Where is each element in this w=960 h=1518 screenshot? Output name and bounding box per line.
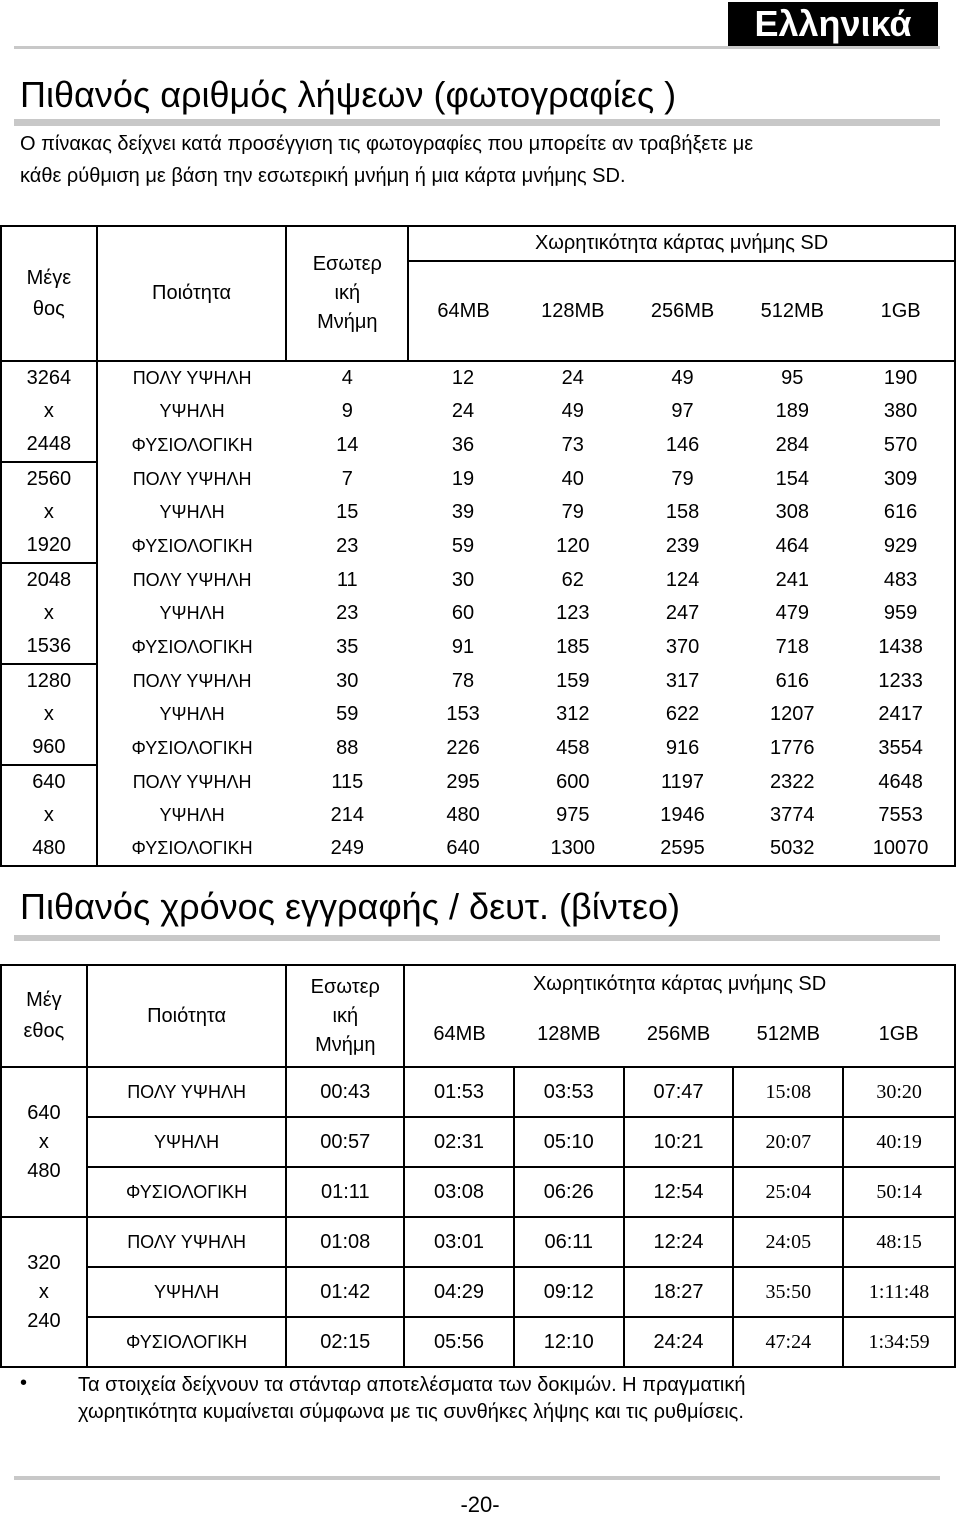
value-cell: 97 bbox=[671, 400, 694, 422]
value-cell: 30:20 bbox=[843, 1067, 955, 1117]
value-cell: 07:47 bbox=[624, 1067, 734, 1117]
value-cell: 62 bbox=[561, 568, 584, 591]
table-row bbox=[1, 496, 955, 529]
resolution-cell: 2448 bbox=[1, 428, 97, 462]
value-cell: 146 bbox=[665, 433, 700, 456]
quality-header: Ποιότητα bbox=[97, 226, 287, 361]
value-cell: 916 bbox=[665, 736, 700, 759]
video-internal-memory-header: Εσωτερ ική Μνήμη bbox=[286, 965, 404, 1067]
size-header: Μέγε θος bbox=[1, 226, 97, 361]
table-row bbox=[1, 361, 955, 395]
value-cell: 1438 bbox=[847, 630, 955, 664]
value-cell: 12 bbox=[451, 367, 475, 389]
value-cell: 1233 bbox=[847, 664, 955, 698]
quality-cell: ΦΥΣΙΟΛΟΓΙΚΗ bbox=[87, 1317, 287, 1367]
capacity-256mb: 256MB bbox=[628, 261, 738, 361]
photo-title-divider bbox=[14, 119, 940, 126]
table-row bbox=[1, 1267, 955, 1317]
value-cell: 15 bbox=[336, 501, 359, 523]
value-cell: 40:19 bbox=[843, 1117, 955, 1167]
value-cell: 249 bbox=[286, 832, 408, 866]
value-cell: 10:21 bbox=[624, 1117, 734, 1167]
resolution-cell: 3264 bbox=[1, 361, 97, 395]
value-cell: 18:27 bbox=[624, 1267, 734, 1317]
value-cell: 929 bbox=[847, 529, 955, 563]
value-cell: 7553 bbox=[847, 799, 955, 832]
table-row bbox=[1, 597, 955, 630]
value-cell: 1776 bbox=[770, 736, 815, 759]
resolution-cell: 640 bbox=[1, 765, 97, 799]
table-row bbox=[1, 731, 955, 765]
value-cell: 79 bbox=[671, 467, 694, 490]
value-cell: 03:53 bbox=[514, 1067, 624, 1117]
value-cell: 10070 bbox=[847, 832, 955, 866]
value-cell: 185 bbox=[556, 635, 590, 658]
quality-cell: ΦΥΣΙΟΛΟΓΙΚΗ bbox=[97, 832, 287, 866]
video-capacity-1gb: 1GB bbox=[843, 1002, 955, 1067]
value-cell: 23 bbox=[336, 534, 359, 557]
value-cell: 4 bbox=[341, 367, 353, 389]
value-cell: 11 bbox=[336, 568, 358, 591]
resolution-cell: x bbox=[1, 698, 97, 731]
value-cell: 295 bbox=[446, 770, 480, 793]
value-cell: 159 bbox=[556, 669, 590, 692]
table-row bbox=[1, 799, 955, 832]
value-cell: 284 bbox=[775, 433, 809, 456]
value-cell: 241 bbox=[775, 568, 809, 591]
resolution-cell: 320 x 240 bbox=[1, 1217, 87, 1367]
value-cell: 312 bbox=[556, 703, 590, 725]
table-row bbox=[1, 1217, 955, 1267]
value-cell: 239 bbox=[665, 534, 700, 557]
value-cell: 1:11:48 bbox=[843, 1267, 955, 1317]
table-row bbox=[1, 428, 955, 462]
table-row bbox=[1, 1167, 955, 1217]
video-time-table bbox=[0, 964, 956, 1368]
value-cell: 1197 bbox=[661, 770, 705, 793]
table-row bbox=[1, 630, 955, 664]
value-cell: 616 bbox=[847, 496, 955, 529]
video-capacity-128mb: 128MB bbox=[514, 1002, 624, 1067]
photo-table-body bbox=[1, 361, 955, 866]
value-cell: 36 bbox=[451, 433, 475, 456]
resolution-cell: 1536 bbox=[1, 630, 97, 664]
value-cell: 48:15 bbox=[843, 1217, 955, 1267]
value-cell: 640 bbox=[408, 832, 518, 866]
value-cell: 483 bbox=[847, 563, 955, 597]
value-cell: 01:53 bbox=[404, 1067, 514, 1117]
value-cell: 115 bbox=[331, 770, 364, 793]
note-text bbox=[78, 1372, 938, 1426]
internal-memory-header: Εσωτερ ική Μνήμη bbox=[286, 226, 408, 361]
value-cell: 124 bbox=[665, 568, 700, 591]
value-cell: 153 bbox=[446, 703, 480, 725]
note-line-1: Τα στοιχεία δείχνουν τα στάνταρ αποτελέσματα των δοκιμών. Η πραγματική bbox=[78, 1374, 746, 1396]
quality-cell: ΥΨΗΛΗ bbox=[87, 1117, 287, 1167]
value-cell: 190 bbox=[847, 361, 955, 395]
value-cell: 00:57 bbox=[286, 1117, 404, 1167]
quality-cell: ΦΥΣΙΟΛΟΓΙΚΗ bbox=[131, 434, 253, 455]
intro-line-1: Ο πίνακας δείχνει κατά προσέγγιση τις φωτογραφίες που μπορείτε αν τραβήξετε με bbox=[20, 133, 754, 155]
capacity-64mb: 64MB bbox=[408, 261, 518, 361]
value-cell: 47:24 bbox=[733, 1317, 843, 1367]
quality-cell: ΠΟΛΥ ΥΨΗΛΗ bbox=[132, 468, 252, 489]
value-cell: 73 bbox=[561, 433, 584, 456]
value-cell: 30 bbox=[451, 568, 475, 591]
video-quality-header: Ποιότητα bbox=[87, 965, 287, 1067]
value-cell: 24 bbox=[451, 400, 475, 422]
value-cell: 05:10 bbox=[514, 1117, 624, 1167]
quality-cell: ΦΥΣΙΟΛΟΓΙΚΗ bbox=[131, 535, 253, 556]
table-row bbox=[1, 529, 955, 563]
value-cell: 600 bbox=[556, 770, 590, 793]
value-cell: 12:54 bbox=[624, 1167, 734, 1217]
value-cell: 04:29 bbox=[404, 1267, 514, 1317]
quality-cell: ΥΨΗΛΗ bbox=[159, 401, 225, 421]
quality-cell: ΠΟΛΥ ΥΨΗΛΗ bbox=[132, 670, 252, 691]
value-cell: 247 bbox=[665, 602, 700, 624]
value-cell: 1300 bbox=[518, 832, 628, 866]
value-cell: 01:08 bbox=[286, 1217, 404, 1267]
value-cell: 975 bbox=[556, 804, 590, 826]
table-row bbox=[1, 1067, 955, 1117]
value-cell: 3554 bbox=[847, 731, 955, 765]
capacity-1gb: 1GB bbox=[847, 261, 955, 361]
value-cell: 480 bbox=[446, 804, 480, 826]
resolution-cell: 480 bbox=[1, 832, 97, 866]
video-size-header: Μέγ εθος bbox=[1, 965, 87, 1067]
value-cell: 7 bbox=[341, 467, 353, 490]
table-row bbox=[1, 664, 955, 698]
value-cell: 91 bbox=[451, 635, 475, 658]
value-cell: 01:42 bbox=[286, 1267, 404, 1317]
value-cell: 959 bbox=[847, 597, 955, 630]
value-cell: 59 bbox=[336, 703, 359, 725]
video-section-title: Πιθανός χρόνος εγγραφής / δευτ. (βίντεο) bbox=[20, 886, 681, 927]
value-cell: 370 bbox=[665, 635, 700, 658]
value-cell: 226 bbox=[446, 736, 480, 759]
quality-cell: ΦΥΣΙΟΛΟΓΙΚΗ bbox=[131, 636, 253, 657]
intro-line-2: κάθε ρύθμιση με βάση την εσωτερική μνήμη ή μια κάρτα μνήμης SD. bbox=[20, 165, 626, 187]
value-cell: 120 bbox=[556, 534, 590, 557]
capacity-512mb: 512MB bbox=[737, 261, 847, 361]
bottom-divider bbox=[14, 1476, 940, 1480]
value-cell: 01:11 bbox=[286, 1167, 404, 1217]
value-cell: 2417 bbox=[847, 698, 955, 731]
value-cell: 123 bbox=[556, 602, 590, 624]
quality-cell: ΦΥΣΙΟΛΟΓΙΚΗ bbox=[87, 1167, 287, 1217]
value-cell: 35 bbox=[336, 635, 359, 658]
resolution-cell: 1280 bbox=[1, 664, 97, 698]
table-row bbox=[1, 395, 955, 428]
photo-capacity-table bbox=[0, 225, 956, 867]
resolution-cell: 2560 bbox=[1, 462, 97, 496]
value-cell: 718 bbox=[775, 635, 809, 658]
video-card-capacity-header: Χωρητικότητα κάρτας μνήμης SD bbox=[404, 965, 955, 1002]
value-cell: 39 bbox=[451, 501, 475, 523]
value-cell: 317 bbox=[665, 669, 700, 692]
value-cell: 458 bbox=[556, 736, 590, 759]
value-cell: 00:43 bbox=[286, 1067, 404, 1117]
value-cell: 20:07 bbox=[733, 1117, 843, 1167]
resolution-cell: x bbox=[1, 395, 97, 428]
value-cell: 25:04 bbox=[733, 1167, 843, 1217]
value-cell: 49 bbox=[671, 367, 694, 389]
value-cell: 23 bbox=[336, 602, 359, 624]
value-cell: 24 bbox=[561, 367, 584, 389]
value-cell: 03:01 bbox=[404, 1217, 514, 1267]
value-cell: 30 bbox=[336, 669, 359, 692]
video-capacity-64mb: 64MB bbox=[404, 1002, 514, 1067]
value-cell: 380 bbox=[847, 395, 955, 428]
table-row bbox=[1, 765, 955, 799]
note-bullet: • bbox=[20, 1372, 28, 1394]
value-cell: 59 bbox=[451, 534, 475, 557]
value-cell: 5032 bbox=[737, 832, 847, 866]
table-row bbox=[1, 1317, 955, 1367]
value-cell: 622 bbox=[665, 703, 700, 725]
value-cell: 616 bbox=[775, 669, 809, 692]
video-title-divider bbox=[14, 935, 940, 941]
card-capacity-header: Χωρητικότητα κάρτας μνήμης SD bbox=[408, 226, 955, 261]
value-cell: 09:12 bbox=[514, 1267, 624, 1317]
quality-cell: ΥΨΗΛΗ bbox=[159, 502, 225, 522]
value-cell: 189 bbox=[775, 400, 809, 422]
value-cell: 309 bbox=[847, 462, 955, 496]
value-cell: 49 bbox=[561, 400, 584, 422]
quality-cell: ΥΨΗΛΗ bbox=[87, 1267, 287, 1317]
value-cell: 12:10 bbox=[514, 1317, 624, 1367]
value-cell: 12:24 bbox=[624, 1217, 734, 1267]
resolution-cell: 640 x 480 bbox=[1, 1067, 87, 1217]
value-cell: 40 bbox=[561, 467, 584, 490]
value-cell: 9 bbox=[341, 400, 353, 422]
value-cell: 78 bbox=[451, 669, 475, 692]
video-capacity-256mb: 256MB bbox=[624, 1002, 734, 1067]
photo-section-title: Πιθανός αριθμός λήψεων (φωτογραφίες ) bbox=[20, 74, 677, 115]
value-cell: 308 bbox=[775, 501, 809, 523]
quality-cell: ΠΟΛΥ ΥΨΗΛΗ bbox=[132, 368, 252, 388]
value-cell: 06:26 bbox=[514, 1167, 624, 1217]
quality-cell: ΠΟΛΥ ΥΨΗΛΗ bbox=[87, 1217, 287, 1267]
resolution-cell: x bbox=[1, 799, 97, 832]
value-cell: 479 bbox=[775, 602, 809, 624]
value-cell: 88 bbox=[336, 736, 359, 759]
table-row bbox=[1, 698, 955, 731]
table-row bbox=[1, 1117, 955, 1167]
value-cell: 3774 bbox=[770, 804, 815, 826]
value-cell: 1207 bbox=[770, 703, 815, 725]
capacity-128mb: 128MB bbox=[518, 261, 628, 361]
value-cell: 4648 bbox=[847, 765, 955, 799]
quality-cell: ΥΨΗΛΗ bbox=[159, 704, 225, 724]
value-cell: 2322 bbox=[770, 770, 815, 793]
quality-cell: ΥΨΗΛΗ bbox=[159, 805, 225, 825]
top-divider bbox=[14, 46, 940, 49]
value-cell: 14 bbox=[336, 433, 359, 456]
value-cell: 79 bbox=[561, 501, 584, 523]
quality-cell: ΦΥΣΙΟΛΟΓΙΚΗ bbox=[131, 737, 253, 758]
value-cell: 95 bbox=[781, 367, 804, 389]
value-cell: 1:34:59 bbox=[843, 1317, 955, 1367]
quality-cell: ΠΟΛΥ ΥΨΗΛΗ bbox=[132, 771, 252, 792]
value-cell: 570 bbox=[847, 428, 955, 462]
value-cell: 15:08 bbox=[733, 1067, 843, 1117]
value-cell: 24:05 bbox=[733, 1217, 843, 1267]
table-row bbox=[1, 462, 955, 496]
note-line-2: χωρητικότητα κυμαίνεται σύμφωνα με τις συνθήκες λήψης και τις ρυθμίσεις. bbox=[78, 1401, 744, 1423]
value-cell: 464 bbox=[775, 534, 809, 557]
language-badge: Ελληνικά bbox=[728, 2, 938, 46]
table-row bbox=[1, 832, 955, 866]
value-cell: 2595 bbox=[628, 832, 738, 866]
quality-cell: ΠΟΛΥ ΥΨΗΛΗ bbox=[132, 569, 252, 590]
value-cell: 60 bbox=[451, 602, 475, 624]
resolution-cell: x bbox=[1, 597, 97, 630]
resolution-cell: 2048 bbox=[1, 563, 97, 597]
value-cell: 03:08 bbox=[404, 1167, 514, 1217]
value-cell: 214 bbox=[330, 804, 364, 826]
photo-intro bbox=[20, 128, 940, 192]
video-table-body bbox=[1, 1067, 955, 1367]
value-cell: 24:24 bbox=[624, 1317, 734, 1367]
table-row bbox=[1, 563, 955, 597]
resolution-cell: 1920 bbox=[1, 529, 97, 563]
resolution-cell: x bbox=[1, 496, 97, 529]
value-cell: 02:15 bbox=[286, 1317, 404, 1367]
quality-cell: ΥΨΗΛΗ bbox=[159, 603, 225, 623]
value-cell: 154 bbox=[775, 467, 809, 490]
value-cell: 1946 bbox=[660, 804, 705, 826]
value-cell: 02:31 bbox=[404, 1117, 514, 1167]
value-cell: 05:56 bbox=[404, 1317, 514, 1367]
resolution-cell: 960 bbox=[1, 731, 97, 765]
value-cell: 06:11 bbox=[514, 1217, 624, 1267]
video-capacity-512mb: 512MB bbox=[733, 1002, 843, 1067]
quality-cell: ΠΟΛΥ ΥΨΗΛΗ bbox=[87, 1067, 287, 1117]
page-number: -20- bbox=[460, 1492, 500, 1517]
value-cell: 50:14 bbox=[843, 1167, 955, 1217]
value-cell: 19 bbox=[451, 467, 475, 490]
value-cell: 158 bbox=[665, 501, 700, 523]
value-cell: 35:50 bbox=[733, 1267, 843, 1317]
